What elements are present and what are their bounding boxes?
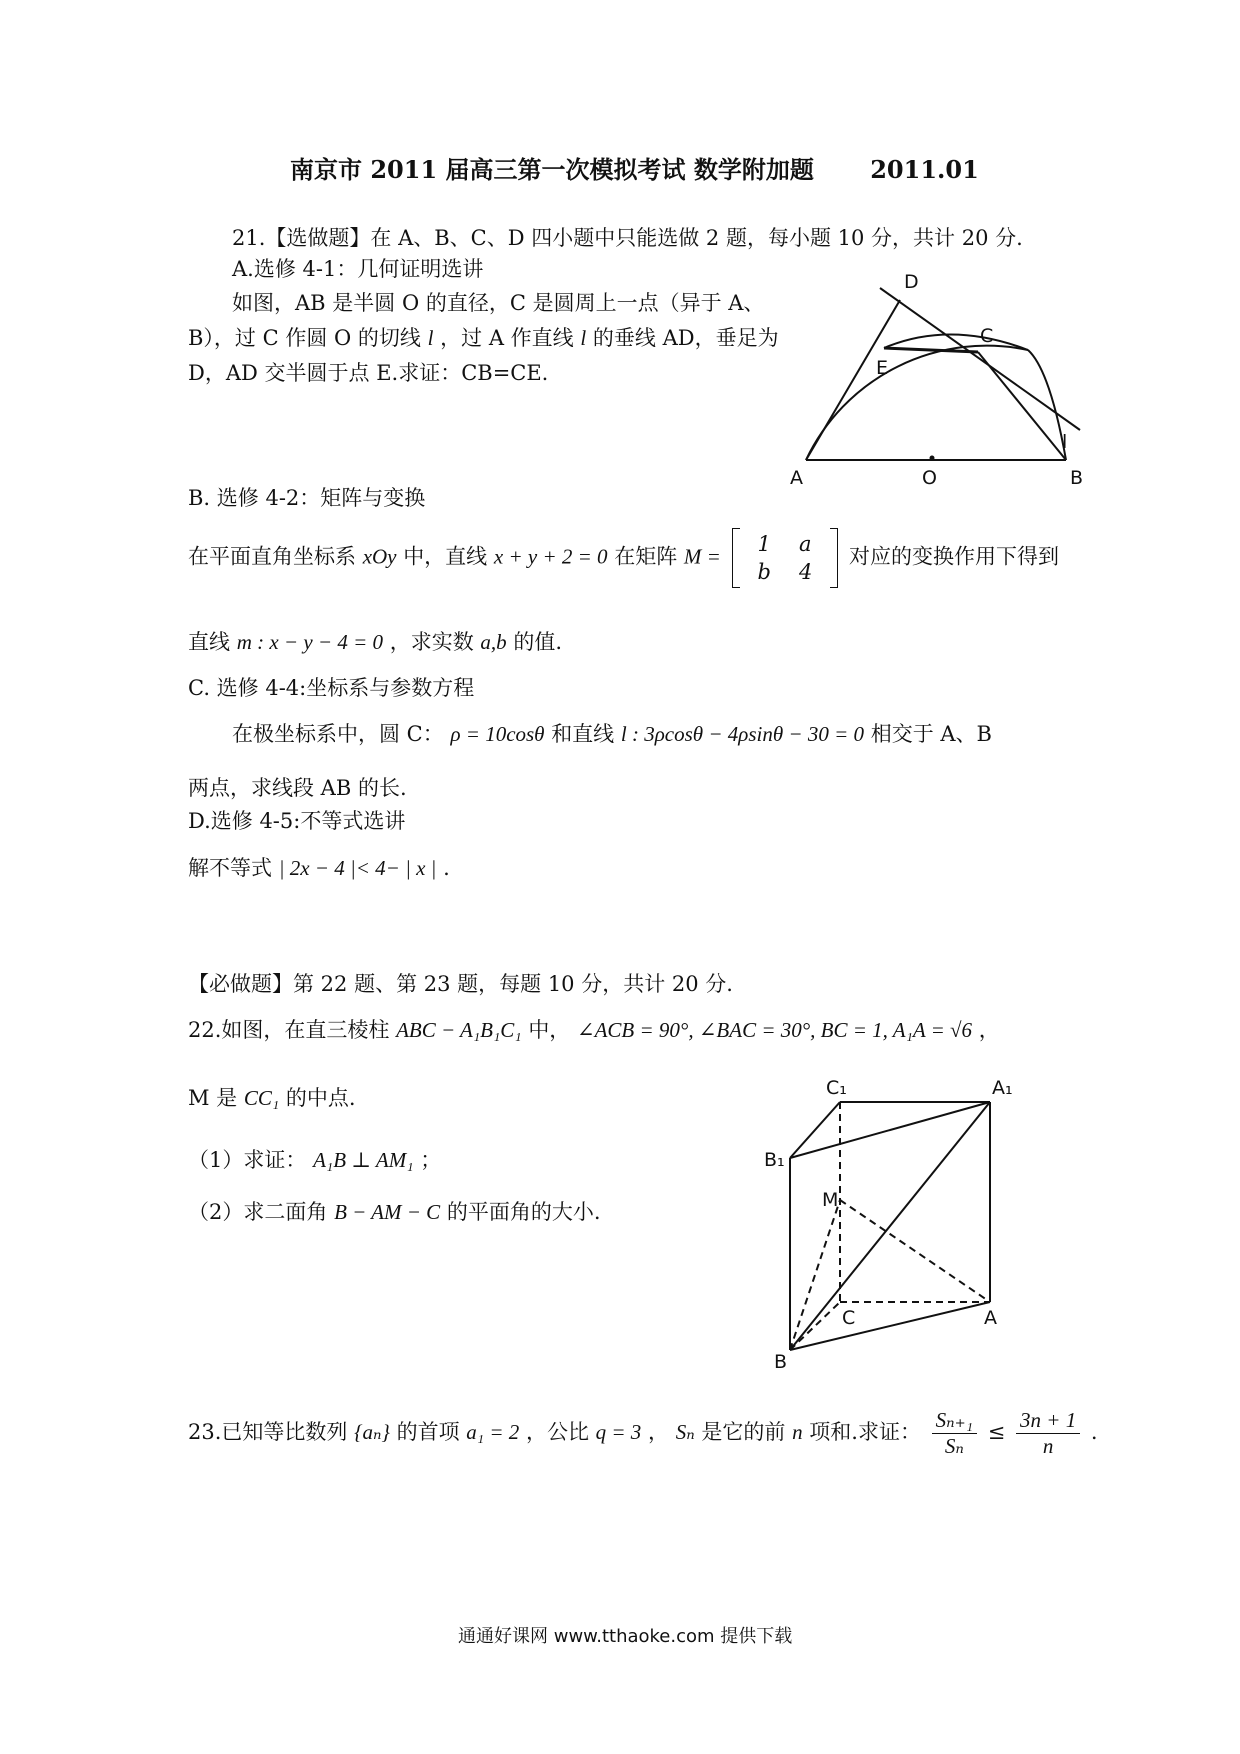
- q21c-text3: 相交于 A、B: [870, 722, 992, 746]
- q22-line1: [188, 1014, 1000, 1044]
- q22-part1-label: （1）求证：: [188, 1148, 307, 1172]
- page-title: [290, 150, 979, 185]
- q21d-end: .: [443, 856, 450, 880]
- edge-b1a1: [790, 1102, 990, 1158]
- q23-end: .: [1090, 1420, 1098, 1444]
- semicircle-arc-right: [1028, 350, 1066, 460]
- matrix-cell: a: [798, 532, 812, 556]
- tangent-l-symbol: l: [427, 326, 434, 350]
- q22-conditions: ∠ACB = 90°, ∠BAC = 30°, BC = 1, A₁A = √6: [577, 1018, 973, 1042]
- edge-ba: [790, 1302, 990, 1350]
- q23-text5: 是它的前: [701, 1420, 786, 1444]
- cc1-symbol: CC₁: [243, 1086, 280, 1110]
- label-C: C: [980, 325, 994, 347]
- matrix-cell: 1: [757, 532, 771, 556]
- footer-text: 通通好课网 www.tthaoke.com 提供下载: [458, 1626, 793, 1647]
- label-B: B: [1070, 467, 1084, 489]
- segment-am: [840, 1200, 990, 1302]
- label-D: D: [904, 271, 919, 293]
- q21b-text7: 的值.: [513, 630, 563, 654]
- q22-part2: [188, 1196, 601, 1226]
- center-o-dot: [930, 456, 935, 461]
- fraction-left-den: Sₙ: [944, 1434, 964, 1458]
- exam-title: 南京市 2011 届高三第一次模拟考试 数学附加题: [290, 155, 814, 184]
- semicircle-figure: [780, 270, 1100, 500]
- q21b-text3: 在矩阵: [614, 544, 678, 569]
- matrix-cell: b: [757, 560, 771, 584]
- label-O: O: [922, 467, 937, 489]
- fraction-left: [932, 1408, 977, 1459]
- sum-symbol: Sₙ: [675, 1420, 695, 1444]
- inequality: | 2x − 4 |< 4− | x |: [278, 856, 437, 880]
- polar-line-equation: l : 3ρcosθ − 4ρsinθ − 30 = 0: [620, 722, 865, 746]
- diag-a1b: [790, 1102, 990, 1350]
- q21b-line1: [188, 528, 1059, 588]
- q21a-line2a: B），过 C 作圆 O 的切线: [188, 326, 421, 350]
- label-B1: B₁: [764, 1149, 785, 1171]
- q22-part1-end: ；: [420, 1148, 442, 1172]
- q21b-text1: 在平面直角坐标系: [188, 544, 356, 569]
- q21a-line2c: 的垂线 AD，垂足为: [592, 326, 779, 350]
- fraction-right: [1016, 1408, 1080, 1459]
- xoy-symbol: xOy: [362, 544, 397, 569]
- q23-line: [188, 1408, 1098, 1459]
- q23-text6: 项和.求证：: [809, 1420, 921, 1444]
- prism-symbol: ABC − A₁B₁C₁: [396, 1018, 522, 1042]
- line-ad: [806, 300, 900, 460]
- q22-text1: 22.如图，在直三棱柱: [188, 1018, 390, 1042]
- q21c-line2: 两点，求线段 AB 的长.: [188, 776, 407, 800]
- fraction-left-num: Sₙ₊₁: [935, 1408, 974, 1432]
- label-E: E: [876, 357, 889, 379]
- q22-text2: 中，: [528, 1018, 571, 1042]
- tangent-l-symbol-2: l: [580, 326, 587, 350]
- first-term: a₁ = 2: [466, 1420, 520, 1444]
- label-M: M: [822, 1189, 839, 1211]
- fraction-right-den: n: [1042, 1434, 1054, 1458]
- q21b-heading: B. 选修 4-2：矩阵与变换: [188, 486, 426, 510]
- matrix-m-symbol: M =: [683, 544, 721, 569]
- q21c-line1: [232, 718, 992, 748]
- q21a-line3: D，AD 交半圆于点 E.求证：CB=CE.: [188, 361, 549, 385]
- chord-cb: [978, 352, 1066, 460]
- q21c-text1: 在极坐标系中，圆 C：: [232, 722, 444, 746]
- q21a-line2: [188, 322, 779, 352]
- label-l: l: [1062, 431, 1068, 453]
- q23-text2: 的首项: [396, 1420, 460, 1444]
- leq-symbol: ≤: [987, 1420, 1006, 1444]
- q23-text1: 23.已知等比数列: [188, 1420, 348, 1444]
- q21a-heading: A.选修 4-1：几何证明选讲: [232, 257, 484, 281]
- q22-text3: ，: [978, 1018, 1000, 1042]
- segment-bm: [790, 1200, 840, 1350]
- circle-equation: ρ = 10cosθ: [450, 722, 545, 746]
- q22-part2-end: 的平面角的大小.: [446, 1200, 601, 1224]
- q23-text4: ，: [648, 1420, 669, 1444]
- label-A: A: [790, 467, 803, 489]
- fraction-right-num: 3n + 1: [1020, 1408, 1077, 1432]
- matrix-cell: 4: [798, 560, 813, 584]
- q22-part2-label: （2）求二面角: [188, 1200, 328, 1224]
- q22-part2-eq: B − AM − C: [334, 1200, 441, 1224]
- q21b-line2: [188, 626, 562, 656]
- edge-b1c1: [790, 1102, 840, 1158]
- q21c-heading: C. 选修 4-4:坐标系与参数方程: [188, 676, 475, 700]
- q21d-line1: [188, 852, 450, 882]
- q21-intro: 21.【选做题】在 A、B、C、D 四小题中只能选做 2 题，每小题 10 分，共计 20 分.: [232, 226, 1023, 250]
- label-A1: A₁: [992, 1077, 1013, 1099]
- q21b-text2: 中，直线: [403, 544, 488, 569]
- label-C1: C₁: [826, 1077, 847, 1099]
- tangent-line-l: [880, 288, 1080, 430]
- matrix-m: [732, 528, 839, 588]
- n-symbol: n: [792, 1420, 803, 1444]
- q23-text3: ，公比: [525, 1420, 589, 1444]
- q22-m-text2: 的中点.: [285, 1086, 356, 1110]
- q21b-text6: ，求实数: [389, 630, 474, 654]
- required-intro: 【必做题】第 22 题、第 23 题，每题 10 分，共计 20 分.: [188, 972, 733, 996]
- q21d-heading: D.选修 4-5:不等式选讲: [188, 809, 406, 833]
- sequence-symbol: {aₙ}: [354, 1420, 390, 1444]
- q21b-text5: 直线: [188, 630, 230, 654]
- label-C: C: [842, 1307, 856, 1329]
- q22-part1-eq: A₁B ⊥ AM₁: [313, 1148, 414, 1172]
- q21d-text1: 解不等式: [188, 856, 272, 880]
- q21c-text2: 和直线: [551, 722, 615, 746]
- exam-date: 2011.01: [870, 155, 979, 184]
- ab-symbol: a,b: [480, 630, 507, 654]
- prism-figure: [760, 1070, 1060, 1370]
- line-m-equation: m : x − y − 4 = 0: [236, 630, 384, 654]
- q22-m-text1: M 是: [188, 1086, 238, 1110]
- q21a-line2b: ，过 A 作直线: [440, 326, 574, 350]
- q21b-text4: 对应的变换作用下得到: [849, 544, 1060, 569]
- common-ratio: q = 3: [595, 1420, 642, 1444]
- label-B-prism: B: [774, 1351, 788, 1370]
- label-A-prism: A: [984, 1307, 997, 1329]
- q22-line2: [188, 1082, 356, 1112]
- line-equation: x + y + 2 = 0: [493, 544, 608, 569]
- q21a-line1: 如图，AB 是半圆 O 的直径，C 是圆周上一点（异于 A、: [232, 291, 765, 315]
- q22-part1: [188, 1144, 441, 1174]
